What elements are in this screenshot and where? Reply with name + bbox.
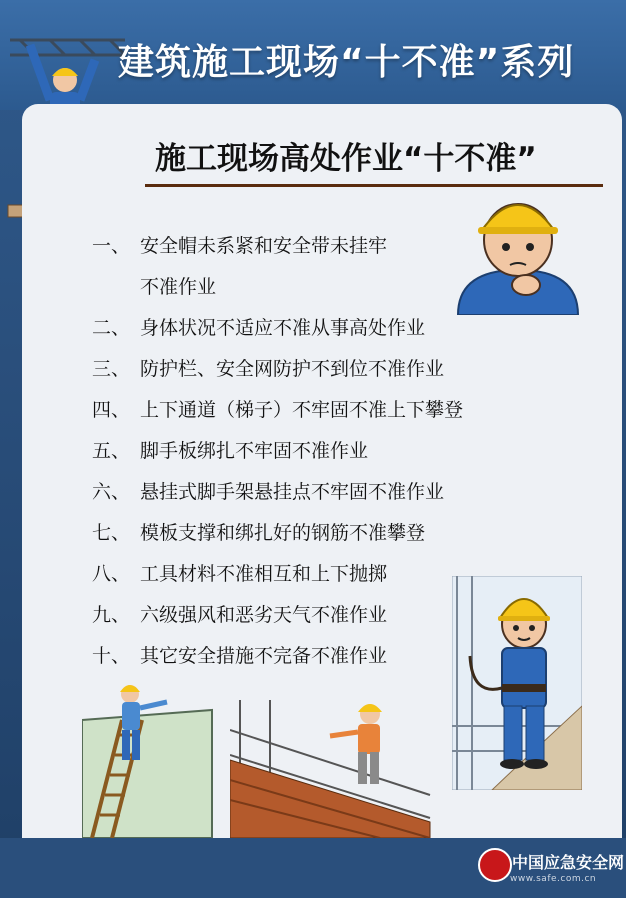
thinking-worker-illustration (448, 185, 588, 315)
rule-number: 一、 (92, 235, 131, 257)
harnessed-worker-illustration (452, 576, 582, 790)
rule-continuation: 不准作业 (140, 276, 217, 298)
page-title: 施工现场高处作业“十不准” (155, 141, 537, 177)
rule-item (92, 226, 463, 308)
rule-item (92, 349, 463, 390)
rule-number: 八、 (92, 563, 131, 585)
scaffold-walker-illustration (230, 700, 440, 838)
rule-item (92, 554, 463, 595)
rule-item (92, 472, 463, 513)
rule-item (92, 431, 463, 472)
rule-item (92, 636, 463, 677)
rule-number: 四、 (92, 399, 131, 421)
rule-text: 其它安全措施不完备不准作业 (140, 645, 388, 667)
rule-text: 安全帽未系紧和安全带未挂牢 (140, 235, 388, 257)
emergency-logo-icon (478, 848, 512, 882)
rule-text: 六级强风和恶劣天气不准作业 (140, 604, 388, 626)
rule-text: 身体状况不适应不准从事高处作业 (140, 317, 426, 339)
footer-website: www.safe.com.cn (510, 874, 597, 884)
rule-text: 工具材料不准相互和上下抛掷 (140, 563, 388, 585)
rule-item (92, 390, 463, 431)
rule-text: 防护栏、安全网防护不到位不准作业 (140, 358, 445, 380)
rule-text: 模板支撑和绑扎好的钢筋不准攀登 (140, 522, 426, 544)
rule-number: 三、 (92, 358, 131, 380)
rule-item (92, 308, 463, 349)
rule-number: 七、 (92, 522, 131, 544)
rule-text: 上下通道（梯子）不牢固不准上下攀登 (140, 399, 464, 421)
rule-list (92, 226, 463, 677)
rule-item (92, 513, 463, 554)
rule-text: 脚手板绑扎不牢固不准作业 (140, 440, 369, 462)
banner-title: 建筑施工现场“十不准”系列 (118, 42, 575, 83)
rule-number: 六、 (92, 481, 131, 503)
rule-number: 五、 (92, 440, 131, 462)
rule-item (92, 595, 463, 636)
rule-number: 十、 (92, 645, 131, 667)
footer-logo-text: 中国应急安全网 (512, 853, 625, 872)
rule-number: 九、 (92, 604, 131, 626)
rule-text: 悬挂式脚手架悬挂点不牢固不准作业 (140, 481, 445, 503)
ladder-climber-illustration (82, 680, 222, 838)
rule-number: 二、 (92, 317, 131, 339)
